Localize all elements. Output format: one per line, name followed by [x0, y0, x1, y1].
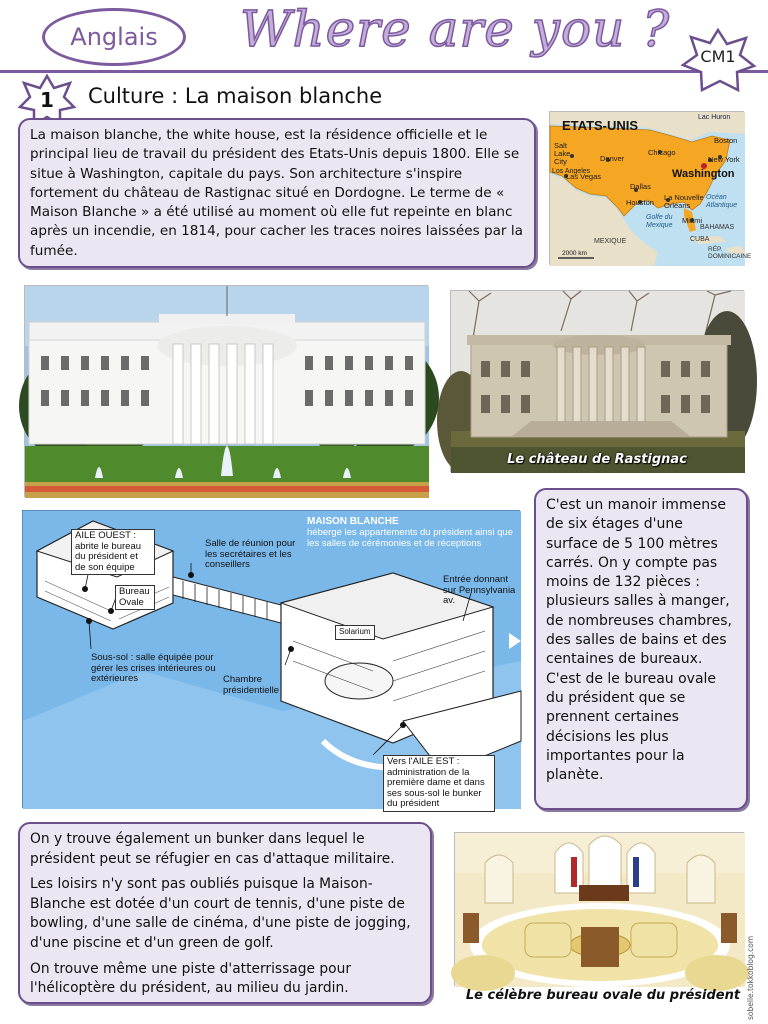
section-title: Culture : La maison blanche [88, 84, 383, 108]
chateau-rastignac-photo [450, 290, 744, 472]
map-city-label: Miami [682, 216, 702, 225]
subject-badge [42, 8, 186, 66]
solarium-label: Solarium [335, 625, 375, 640]
map-city-label: Houston [626, 198, 654, 207]
title-divider [0, 70, 768, 73]
leisure-paragraph: Les loisirs n'y sont pas oubliés puisque la Maison-Blanche est dotée d'un court de tennis, d'une piste de bowling, d'une salle de cinéma, d'une piste de jogging, d'une piscine et d'un green de golf. [30, 876, 411, 951]
map-city-label: Chicago [648, 148, 676, 157]
level-label: CM1 [700, 47, 736, 66]
oval-office-label: Bureau Ovale [115, 585, 155, 610]
basement-label: Sous-sol : salle équipée pour gérer les crises intérieures ou extérieures [91, 652, 216, 684]
helipad-paragraph: On trouve même une piste d'atterrissage pour l'hélicoptère du président, au milieu du jardin. [30, 960, 351, 997]
map-scale-label: 2000 km [562, 250, 587, 257]
map-place-label: RÉP. DOMINICAINE [708, 246, 752, 260]
map-lake-label: Lac Huron [698, 114, 731, 121]
map-city-label: Dallas [630, 182, 651, 191]
manor-paragraph: C'est un manoir immense de six étages d'une surface de 5 100 mètres carrés. On y compte pas moins de 132 pièces : plusieurs salles à manger, de nombreuses chambres, des salles de bains et des centaines de bureaux. C'est de le bureau ovale du président que se prennent certaines décisions les plus importantes pour la planète. [546, 497, 732, 784]
map-city-label: Boston [714, 136, 738, 145]
map-capital-label: Washington [672, 168, 735, 180]
entrance-label: Entrée donnant sur Pennsylvania av. [443, 574, 516, 606]
usa-map [549, 111, 752, 265]
leisure-text-box [18, 822, 432, 1004]
oval-office-photo [454, 832, 744, 986]
page-title: Where are you ? [240, 0, 671, 58]
map-country-label: ETATS-UNIS [562, 118, 639, 133]
bedroom-label: Chambre présidentielle [223, 674, 279, 696]
map-place-label: Océan Atlantique [706, 194, 738, 209]
map-city-label: Salt Lake City [554, 141, 571, 166]
east-wing-label: Vers l'AILE EST : administration de la première dame et dans ses sous-sol le bunker du président [383, 755, 495, 812]
map-place-label: MEXIQUE [594, 238, 627, 245]
meeting-room-label: Salle de réunion pour les secrétaires et les conseillers [205, 538, 296, 570]
map-city-label: Los Angeles [552, 168, 591, 175]
chateau-caption: Le château de Rastignac [507, 452, 687, 467]
credit-text: sobelle.tokkoblog.com [746, 935, 755, 1020]
diagram-subtitle: héberge les appartements du président ainsi que les salles de cérémonies et de réceptions [307, 527, 513, 549]
west-wing-label: AILE OUEST : abrite le bureau du président et de son équipe [71, 529, 155, 575]
section-number: 1 [40, 88, 54, 112]
map-place-label: Golfe du Mexique [646, 214, 673, 229]
map-city-label: Denver [600, 154, 625, 163]
map-city-label: Las Vegas [566, 172, 602, 181]
manor-text-box [534, 488, 748, 810]
oval-office-caption: Le célèbre bureau ovale du président [465, 988, 741, 1003]
white-house-diagram [22, 510, 520, 808]
map-place-label: BAHAMAS [700, 224, 735, 231]
intro-paragraph: La maison blanche, the white house, est la résidence officielle et le principal lieu de travail du président des Etats-Unis depuis 1800. Elle se situe à Washington, capitale du pays. Son architecture s'inspire fortement du château de Rastignac situé en Dordogne. Le terme de « Maison Blanche » a été utilisé au moment où elle fut repeinte en blanc après un incendie, en 1814, pour cacher les traces noires laissées par la fumée. [30, 127, 523, 259]
map-place-label: CUBA [690, 236, 710, 243]
level-star-badge [680, 28, 756, 92]
map-city-label: La Nouvelle Orléans [664, 193, 704, 210]
bunker-paragraph: On y trouve également un bunker dans lequel le président peut se réfugier en cas d'attaque militaire. [30, 831, 395, 867]
map-city-label: New York [708, 155, 740, 164]
diagram-title: MAISON BLANCHE [307, 516, 399, 527]
white-house-photo [24, 285, 428, 497]
subject-label: Anglais [70, 23, 158, 51]
intro-text-box [18, 118, 536, 268]
